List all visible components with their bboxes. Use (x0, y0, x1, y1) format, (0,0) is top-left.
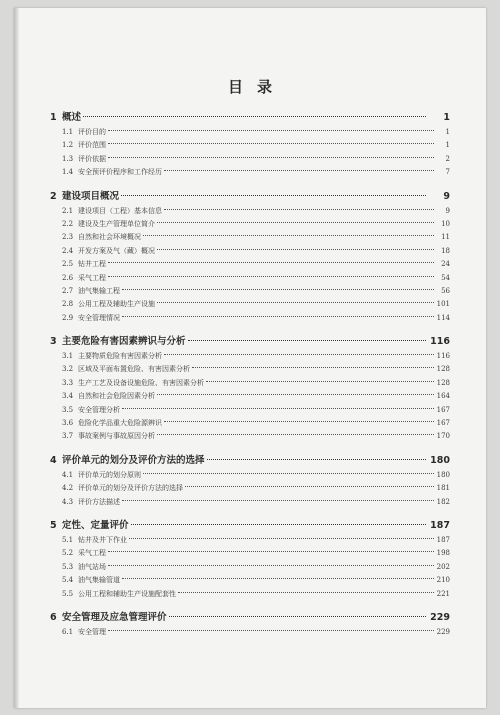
section-page-number: 11 (441, 233, 450, 242)
section-number: 5.1 (62, 535, 74, 544)
section-title: 安全预评价程序和工作经历 (78, 168, 162, 177)
section-title: 自然和社会环境概况 (78, 233, 141, 242)
dot-leader (207, 459, 426, 460)
chapter-title: 概述 (62, 112, 82, 123)
chapter-page-number: 187 (430, 519, 450, 531)
section-title: 建设及生产管理单位简介 (78, 219, 155, 228)
toc-section-row[interactable] (50, 299, 450, 312)
section-page-number: 116 (436, 352, 450, 361)
section-number: 2.6 (62, 273, 74, 282)
section-title: 安全管理 (78, 627, 106, 636)
dot-leader (192, 367, 434, 368)
dot-leader (185, 486, 434, 487)
section-page-number: 10 (441, 219, 450, 228)
section-number: 6.1 (62, 627, 74, 636)
section-number: 2.4 (62, 246, 74, 255)
section-title: 公用工程及辅助生产设施 (78, 300, 155, 309)
page-binding-shadow (14, 8, 19, 708)
toc-section-row[interactable] (50, 259, 450, 272)
section-page-number: 164 (436, 392, 450, 401)
section-page-number: 181 (436, 484, 450, 493)
chapter-number: 4 (50, 454, 57, 466)
toc-section-row[interactable] (50, 378, 450, 391)
dot-leader (164, 421, 434, 422)
chapter-title: 定性、定量评价 (62, 519, 129, 531)
dot-leader (157, 434, 434, 435)
toc-section-row[interactable] (50, 627, 450, 640)
section-page-number: 7 (445, 168, 450, 177)
section-title: 主要物质危险有害因素分析 (78, 352, 162, 361)
section-number: 1.2 (62, 141, 74, 150)
section-number: 3.1 (62, 352, 74, 361)
section-number: 3.7 (62, 432, 74, 441)
dot-leader (129, 538, 434, 539)
section-title: 区域及平面布置危险、有害因素分析 (78, 365, 190, 374)
section-page-number: 167 (436, 419, 450, 428)
dot-leader (131, 524, 426, 525)
section-title: 钻井及井下作业 (78, 535, 127, 544)
section-number: 3.3 (62, 378, 74, 387)
toc-section-row[interactable] (50, 167, 450, 180)
section-page-number: 167 (436, 405, 450, 414)
section-title: 公用工程和辅助生产设施配套性 (78, 589, 176, 598)
chapter-title: 主要危险有害因素辨识与分析 (62, 336, 186, 348)
dot-leader (157, 222, 434, 223)
section-number: 2.3 (62, 233, 74, 242)
dot-leader (157, 302, 434, 303)
chapter-page-number: 1 (443, 112, 450, 123)
toc-section-row[interactable] (50, 470, 450, 483)
section-number: 2.2 (62, 219, 74, 228)
toc-section-row[interactable] (50, 286, 450, 299)
section-number: 4.2 (62, 484, 74, 493)
section-number: 3.5 (62, 405, 74, 414)
section-page-number: 54 (441, 273, 450, 282)
section-number: 4.1 (62, 470, 74, 479)
chapter-title: 安全管理及应急管理评价 (62, 611, 167, 623)
section-title: 油气集输工程 (78, 286, 120, 295)
toc-chapter-row[interactable] (50, 333, 450, 351)
toc-section-row[interactable] (50, 535, 450, 548)
chapter-page-number: 180 (430, 454, 450, 466)
section-title: 评价方法描述 (78, 497, 120, 506)
section-page-number: 229 (436, 627, 450, 636)
section-number: 2.9 (62, 313, 74, 322)
section-number: 5.2 (62, 549, 74, 558)
toc-chapter-2 (50, 188, 450, 327)
chapter-number: 2 (50, 190, 57, 202)
section-page-number: 128 (436, 365, 450, 374)
table-of-contents (50, 109, 450, 646)
dot-leader (164, 209, 434, 210)
toc-section-row[interactable] (50, 351, 450, 364)
dot-leader (108, 143, 434, 144)
dot-leader (206, 381, 434, 382)
section-title: 采气工程 (78, 549, 106, 558)
toc-section-row[interactable] (50, 140, 450, 153)
dot-leader (122, 500, 434, 501)
dot-leader (122, 408, 434, 409)
chapter-page-number: 9 (443, 190, 450, 202)
toc-chapter-row[interactable] (50, 452, 450, 470)
section-page-number: 1 (445, 128, 450, 136)
section-number: 5.4 (62, 576, 74, 585)
section-title: 开发方案及气（藏）概况 (78, 246, 155, 255)
section-number: 2.7 (62, 286, 74, 295)
chapter-number: 1 (50, 112, 57, 123)
dot-leader (122, 316, 434, 317)
toc-chapter-3 (50, 333, 450, 445)
toc-chapter-row[interactable] (50, 109, 450, 127)
section-number: 3.6 (62, 419, 74, 428)
dot-leader (157, 394, 434, 395)
toc-chapter-4 (50, 452, 450, 510)
dot-leader (122, 289, 434, 290)
section-title: 评价范围 (78, 141, 106, 150)
dot-leader (188, 340, 426, 341)
dot-leader (108, 276, 434, 277)
section-number: 3.2 (62, 365, 74, 374)
chapter-number: 3 (50, 336, 57, 348)
document-page (14, 8, 486, 708)
section-page-number: 2 (445, 154, 450, 163)
section-page-number: 198 (436, 549, 450, 558)
toc-chapter-1 (50, 109, 450, 181)
section-page-number: 56 (441, 286, 450, 295)
toc-section-row[interactable] (50, 497, 450, 510)
dot-leader (108, 262, 434, 263)
dot-leader (164, 170, 434, 171)
section-title: 安全管理分析 (78, 405, 120, 414)
section-number: 1.1 (62, 128, 74, 136)
dot-leader (108, 565, 434, 566)
toc-section-row[interactable] (50, 206, 450, 219)
section-title: 采气工程 (78, 273, 106, 282)
toc-section-row[interactable] (50, 431, 450, 444)
section-number: 2.5 (62, 260, 74, 269)
section-number: 1.4 (62, 168, 74, 177)
chapter-number: 5 (50, 519, 57, 531)
toc-section-row[interactable] (50, 418, 450, 431)
toc-chapter-row[interactable] (50, 517, 450, 535)
section-title: 事故案例与事故原因分析 (78, 432, 155, 441)
toc-chapter-row[interactable] (50, 188, 450, 206)
section-title: 钻井工程 (78, 260, 106, 269)
toc-section-row[interactable] (50, 391, 450, 404)
toc-section-row[interactable] (50, 405, 450, 418)
section-page-number: 210 (436, 576, 450, 585)
section-page-number: 221 (436, 589, 450, 598)
toc-section-row[interactable] (50, 313, 450, 326)
dot-leader (108, 157, 434, 158)
chapter-page-number: 116 (430, 336, 450, 348)
section-title: 评价单元的划分及评价方法的选择 (78, 484, 183, 493)
toc-section-row[interactable] (50, 483, 450, 496)
toc-chapter-row[interactable] (50, 609, 450, 627)
dot-leader (169, 616, 426, 617)
chapter-number: 6 (50, 611, 57, 623)
section-page-number: 182 (436, 497, 450, 506)
dot-leader (122, 578, 434, 579)
section-number: 2.8 (62, 300, 74, 309)
section-title: 建设项目（工程）基本信息 (78, 206, 162, 215)
dot-leader (121, 195, 426, 196)
section-title: 评价单元的划分原则 (78, 470, 141, 479)
section-title: 安全管理情况 (78, 313, 120, 322)
dot-leader (143, 235, 434, 236)
toc-section-row[interactable] (50, 273, 450, 286)
section-title: 油气集输管道 (78, 576, 120, 585)
section-page-number: 187 (436, 535, 450, 544)
toc-section-row[interactable] (50, 154, 450, 167)
dot-leader (143, 473, 434, 474)
section-number: 5.5 (62, 589, 74, 598)
chapter-title: 评价单元的划分及评价方法的选择 (62, 454, 205, 466)
section-page-number: 170 (436, 432, 450, 441)
section-page-number: 202 (436, 562, 450, 571)
dot-leader (178, 592, 434, 593)
dot-leader (108, 551, 434, 552)
dot-leader (108, 630, 434, 631)
dot-leader (157, 249, 434, 250)
section-title: 油气站场 (78, 562, 106, 571)
toc-chapter-6 (50, 609, 450, 640)
page-title: 目录 (227, 78, 286, 96)
dot-leader (108, 130, 434, 131)
toc-section-row[interactable] (50, 575, 450, 588)
chapter-page-number: 229 (430, 611, 450, 623)
toc-chapter-5 (50, 517, 450, 602)
section-number: 5.3 (62, 562, 74, 571)
section-title: 评价目的 (78, 128, 106, 136)
section-number: 1.3 (62, 154, 74, 163)
section-page-number: 1 (445, 141, 450, 150)
toc-section-row[interactable] (50, 562, 450, 575)
section-title: 评价依据 (78, 154, 106, 163)
toc-section-row[interactable] (50, 127, 450, 140)
dot-leader (164, 354, 434, 355)
section-page-number: 18 (441, 246, 450, 255)
toc-section-row[interactable] (50, 589, 450, 602)
dot-leader (83, 116, 426, 117)
section-number: 3.4 (62, 392, 74, 401)
section-page-number: 24 (441, 260, 450, 269)
section-title: 生产工艺及设备设施危险、有害因素分析 (78, 378, 204, 387)
section-page-number: 101 (436, 300, 450, 309)
section-number: 2.1 (62, 206, 74, 215)
toc-section-row[interactable] (50, 232, 450, 245)
section-page-number: 128 (436, 378, 450, 387)
toc-section-row[interactable] (50, 246, 450, 259)
section-page-number: 180 (436, 470, 450, 479)
section-title: 危险化学品重大危险源辨识 (78, 419, 162, 428)
toc-section-row[interactable] (50, 548, 450, 561)
section-title: 自然和社会危险因素分析 (78, 392, 155, 401)
toc-section-row[interactable] (50, 219, 450, 232)
section-page-number: 114 (436, 313, 450, 322)
section-number: 4.3 (62, 497, 74, 506)
chapter-title: 建设项目概况 (62, 190, 120, 202)
section-page-number: 9 (445, 206, 450, 215)
toc-section-row[interactable] (50, 364, 450, 377)
